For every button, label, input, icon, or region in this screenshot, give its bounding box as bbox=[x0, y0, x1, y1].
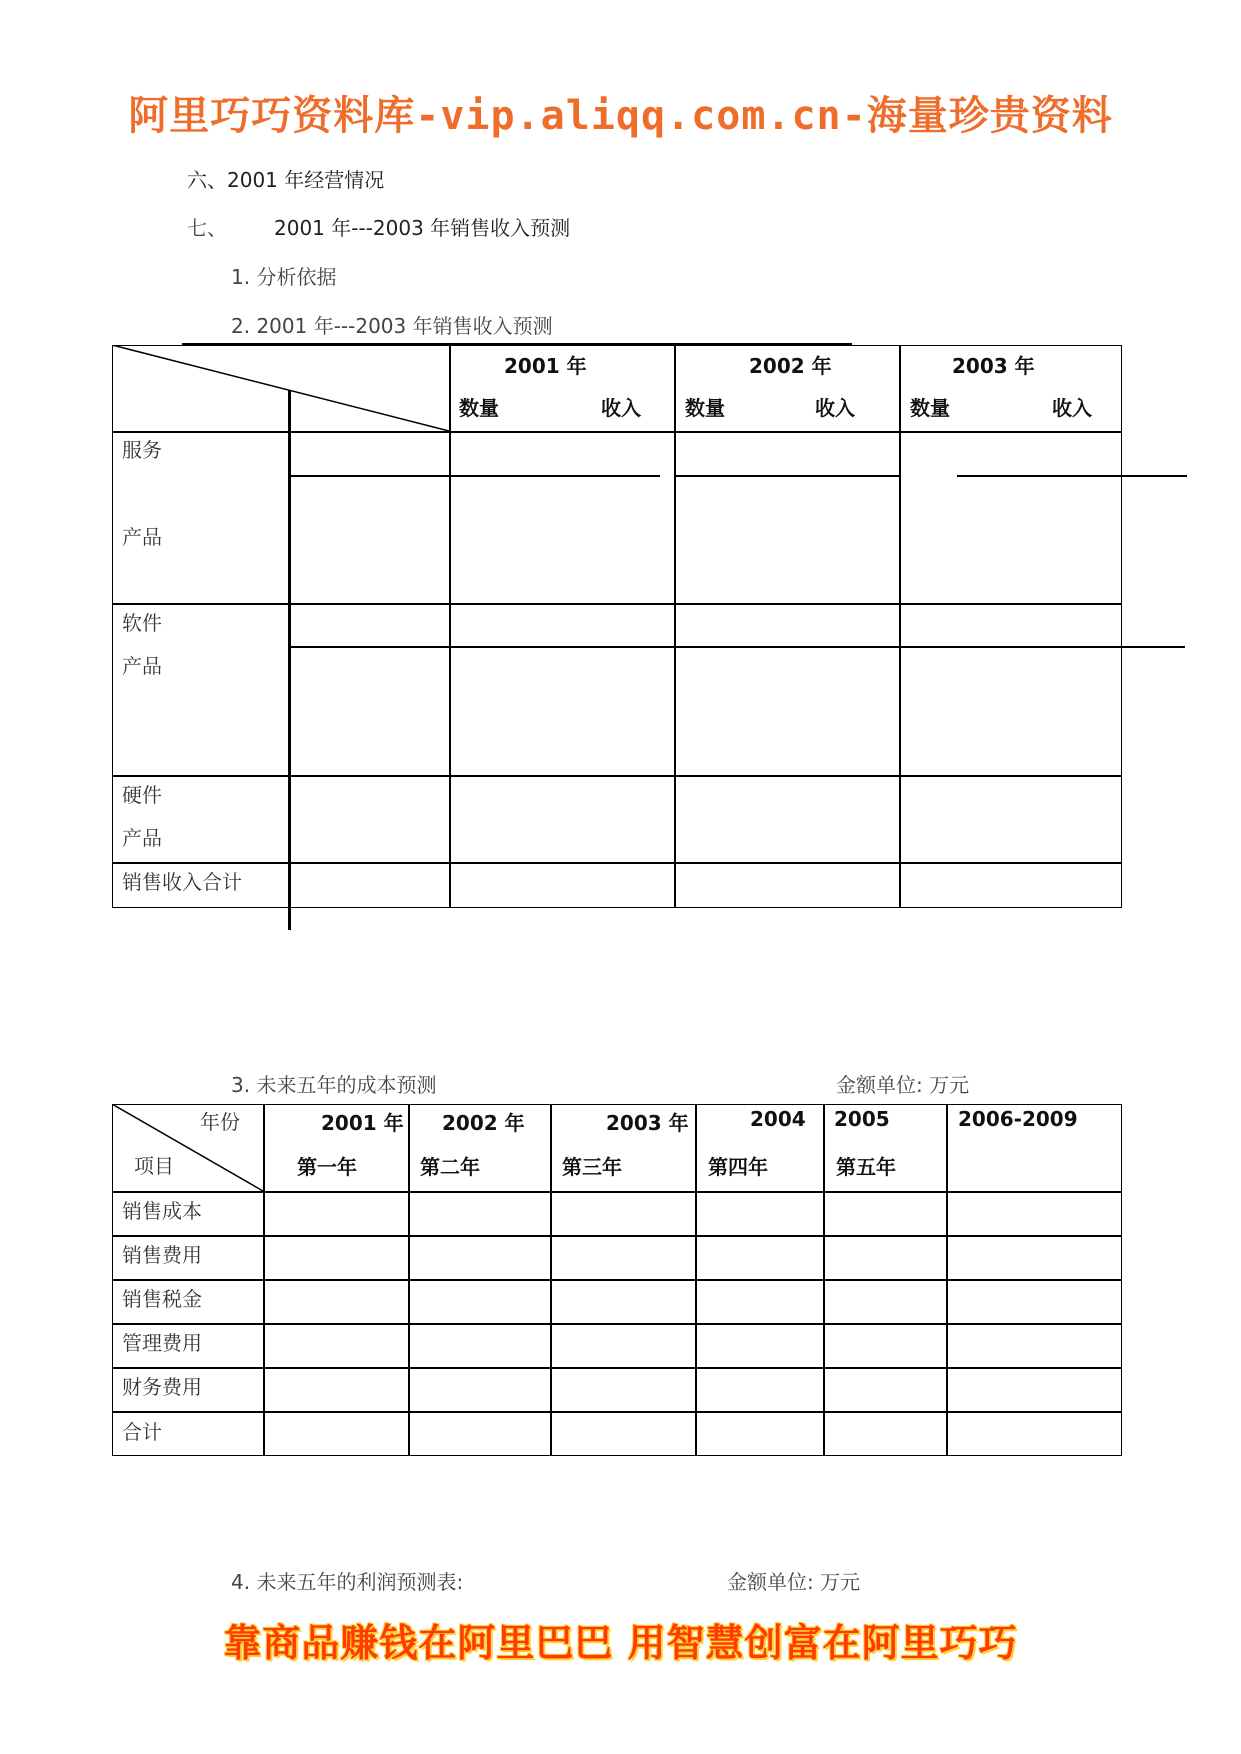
row-label-admin-expense: 管理费用 bbox=[122, 1331, 202, 1355]
item-4-unit: 金额单位: 万元 bbox=[727, 1570, 861, 1594]
row-line bbox=[112, 1323, 1122, 1325]
item-1-heading: 1. 分析依据 bbox=[231, 265, 337, 289]
row-line bbox=[290, 475, 660, 477]
col-year-2006-2009: 2006-2009 bbox=[958, 1107, 1078, 1131]
row-line bbox=[112, 1367, 1122, 1369]
row-line bbox=[112, 1279, 1122, 1281]
cost-forecast-table bbox=[112, 1104, 1122, 1456]
corner-diagonal bbox=[112, 345, 450, 432]
row-label-service: 服务 bbox=[122, 438, 162, 462]
row-label-hardware-product: 产品 bbox=[122, 826, 162, 850]
row-label-hardware: 硬件 bbox=[122, 783, 162, 807]
qty-header-2002: 数量 bbox=[685, 396, 725, 420]
row-line bbox=[112, 862, 1122, 864]
col-label-fourth-year: 第四年 bbox=[708, 1155, 768, 1179]
row-label-total: 合计 bbox=[122, 1420, 162, 1444]
col-year-2004: 2004 bbox=[750, 1107, 806, 1131]
corner-label-year: 年份 bbox=[200, 1110, 240, 1134]
col-year-2005: 2005 bbox=[834, 1107, 890, 1131]
col-line bbox=[899, 345, 901, 908]
col-line bbox=[449, 345, 451, 908]
row-line bbox=[112, 775, 1122, 777]
item-4-heading: 4. 未来五年的利润预测表: bbox=[231, 1570, 464, 1594]
row-line bbox=[112, 431, 1122, 433]
row-label-service-product: 产品 bbox=[122, 525, 162, 549]
row-label-sales-tax: 销售税金 bbox=[122, 1287, 202, 1311]
row-label-finance-expense: 财务费用 bbox=[122, 1375, 202, 1399]
qty-header-2001: 数量 bbox=[459, 396, 499, 420]
col-label-third-year: 第三年 bbox=[562, 1155, 622, 1179]
header-banner: 阿里巧巧资料库-vip.aliqq.com.cn-海量珍贵资料 bbox=[128, 93, 1113, 139]
row-line bbox=[290, 646, 1185, 648]
col-year-2002: 2002 年 bbox=[442, 1111, 525, 1135]
row-line bbox=[957, 475, 1187, 477]
footer-banner: 靠商品赚钱在阿里巴巴 用智慧创富在阿里巧巧 bbox=[223, 1621, 1018, 1665]
row-line bbox=[112, 603, 1122, 605]
row-label-software: 软件 bbox=[122, 611, 162, 635]
revenue-forecast-table bbox=[112, 345, 1122, 910]
col-year-2003: 2003 年 bbox=[606, 1111, 689, 1135]
qty-header-2003: 数量 bbox=[910, 396, 950, 420]
row-label-total: 销售收入合计 bbox=[122, 870, 242, 894]
col-line bbox=[674, 345, 676, 908]
row-line bbox=[112, 1191, 1122, 1193]
item-3-unit: 金额单位: 万元 bbox=[836, 1073, 970, 1097]
col-label-fifth-year: 第五年 bbox=[836, 1155, 896, 1179]
year-header-2001: 2001 年 bbox=[504, 354, 587, 378]
row-line bbox=[112, 1411, 1122, 1413]
rev-header-2003: 收入 bbox=[1052, 396, 1092, 420]
row-label-sales-cost: 销售成本 bbox=[122, 1199, 202, 1223]
col-label-first-year: 第一年 bbox=[297, 1155, 357, 1179]
section-6-heading: 六、2001 年经营情况 bbox=[187, 168, 385, 192]
col-label-second-year: 第二年 bbox=[420, 1155, 480, 1179]
rev-header-2002: 收入 bbox=[815, 396, 855, 420]
section-7-number: 七、 bbox=[187, 216, 227, 240]
year-header-2002: 2002 年 bbox=[749, 354, 832, 378]
row-line bbox=[674, 475, 899, 477]
corner-label-item: 项目 bbox=[134, 1154, 174, 1178]
row-label-software-product: 产品 bbox=[122, 654, 162, 678]
row-line bbox=[112, 1235, 1122, 1237]
year-header-2003: 2003 年 bbox=[952, 354, 1035, 378]
rev-header-2001: 收入 bbox=[601, 396, 641, 420]
thick-divider bbox=[288, 390, 291, 930]
item-2-heading: 2. 2001 年---2003 年销售收入预测 bbox=[231, 314, 553, 338]
item-3-heading: 3. 未来五年的成本预测 bbox=[231, 1073, 437, 1097]
section-7-title: 2001 年---2003 年销售收入预测 bbox=[274, 216, 571, 240]
col-year-2001: 2001 年 bbox=[321, 1111, 404, 1135]
row-label-sales-expense: 销售费用 bbox=[122, 1243, 202, 1267]
